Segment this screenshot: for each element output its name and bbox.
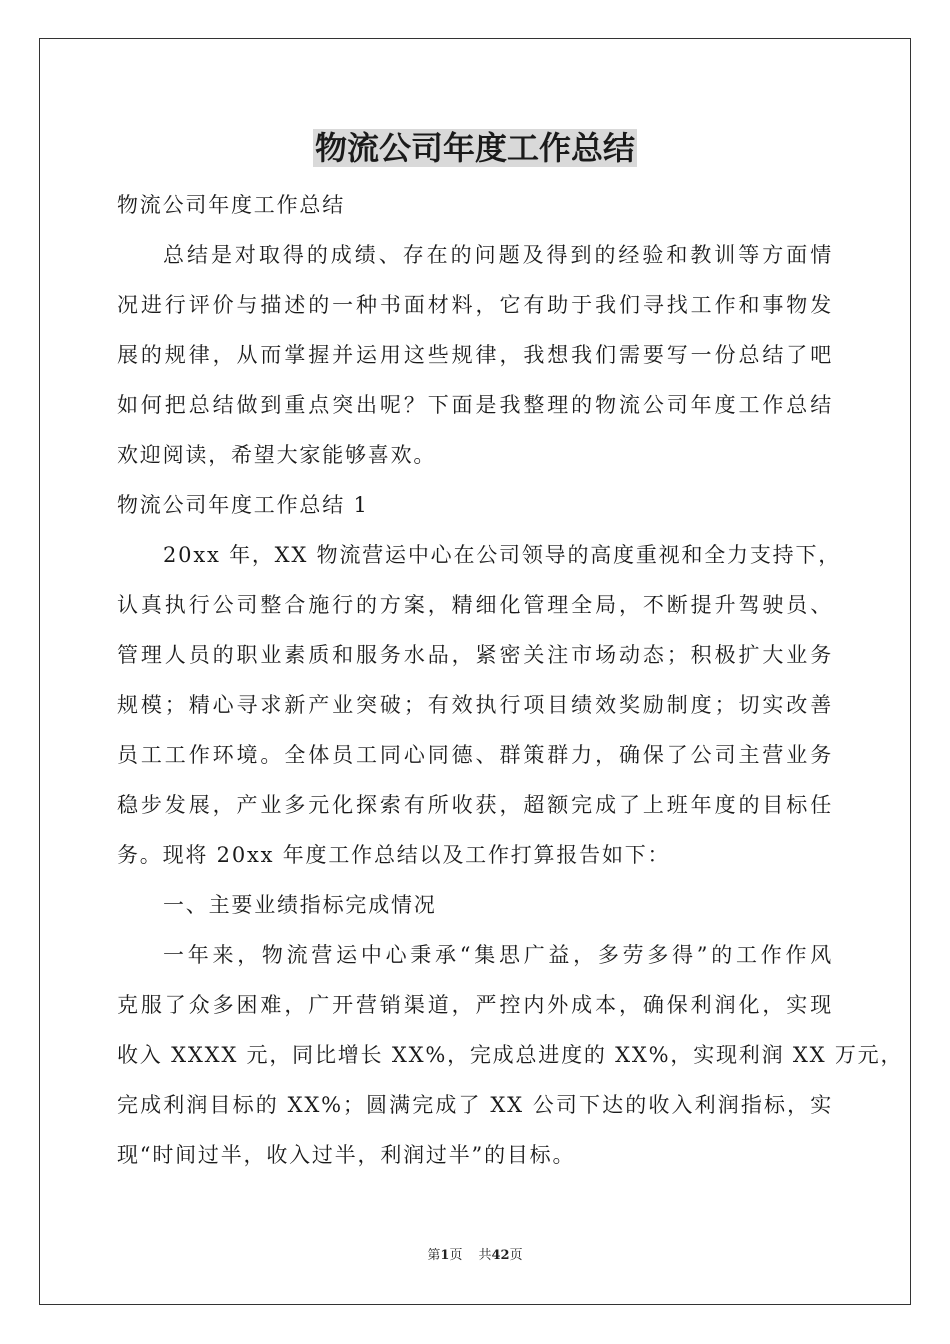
paragraph-line: 务。现将 20xx 年度工作总结以及工作打算报告如下： — [117, 843, 671, 867]
paragraph-line: 现“时间过半，收入过半，利润过半”的目标。 — [117, 1143, 576, 1167]
document-subtitle: 物流公司年度工作总结 — [117, 193, 345, 217]
document-title — [0, 126, 950, 170]
page-prefix: 第 — [427, 1248, 441, 1263]
paragraph-line: 认真执行公司整合施行的方案，精细化管理全局，不断提升驾驶员、 — [117, 593, 833, 617]
page-number: 1 — [440, 1248, 450, 1263]
paragraph-line: 欢迎阅读，希望大家能够喜欢。 — [117, 443, 437, 467]
page-footer — [0, 1247, 950, 1265]
document-title-text: 物流公司年度工作总结 — [314, 129, 635, 167]
paragraph-line: 如何把总结做到重点突出呢？下面是我整理的物流公司年度工作总结 — [117, 393, 833, 417]
total-pages: 42 — [491, 1248, 510, 1263]
paragraph-line: 管理人员的职业素质和服务水品，紧密关注市场动态；积极扩大业务 — [117, 643, 833, 667]
page-suffix: 页 — [449, 1248, 463, 1263]
paragraph-line: 况进行评价与描述的一种书面材料，它有助于我们寻找工作和事物发 — [117, 293, 833, 317]
paragraph-line: 完成利润目标的 XX%；圆满完成了 XX 公司下达的收入利润指标，实 — [117, 1093, 833, 1117]
intro-paragraph — [117, 230, 833, 480]
total-suffix: 页 — [509, 1248, 523, 1263]
paragraph-line: 规模；精心寻求新产业突破；有效执行项目绩效奖励制度；切实改善 — [117, 693, 833, 717]
paragraph-line: 总结是对取得的成绩、存在的问题及得到的经验和教训等方面情 — [163, 243, 833, 267]
section-paragraph — [117, 530, 842, 880]
paragraph-line: 稳步发展，产业多元化探索有所收获，超额完成了上班年度的目标任 — [117, 793, 833, 817]
document-body — [117, 180, 904, 1180]
paragraph-line: 一年来，物流营运中心秉承“集思广益，多劳多得”的工作作风 — [163, 943, 833, 967]
paragraph-line: 20xx 年，XX 物流营运中心在公司领导的高度重视和全力支持下， — [163, 543, 842, 567]
paragraph-line: 展的规律，从而掌握并运用这些规律，我想我们需要写一份总结了吧 — [117, 343, 833, 367]
section-heading: 物流公司年度工作总结 1 — [117, 493, 369, 517]
subheading: 一、主要业绩指标完成情况 — [163, 893, 437, 917]
paragraph-line: 收入 XXXX 元，同比增长 XX%，完成总进度的 XX%，实现利润 XX 万元， — [117, 1043, 904, 1067]
paragraph-line: 克服了众多困难，广开营销渠道，严控内外成本，确保利润化，实现 — [117, 993, 833, 1017]
total-prefix: 共 — [478, 1248, 492, 1263]
paragraph-line: 员工工作环境。全体员工同心同德、群策群力，确保了公司主营业务 — [117, 743, 833, 767]
performance-paragraph — [117, 930, 904, 1180]
